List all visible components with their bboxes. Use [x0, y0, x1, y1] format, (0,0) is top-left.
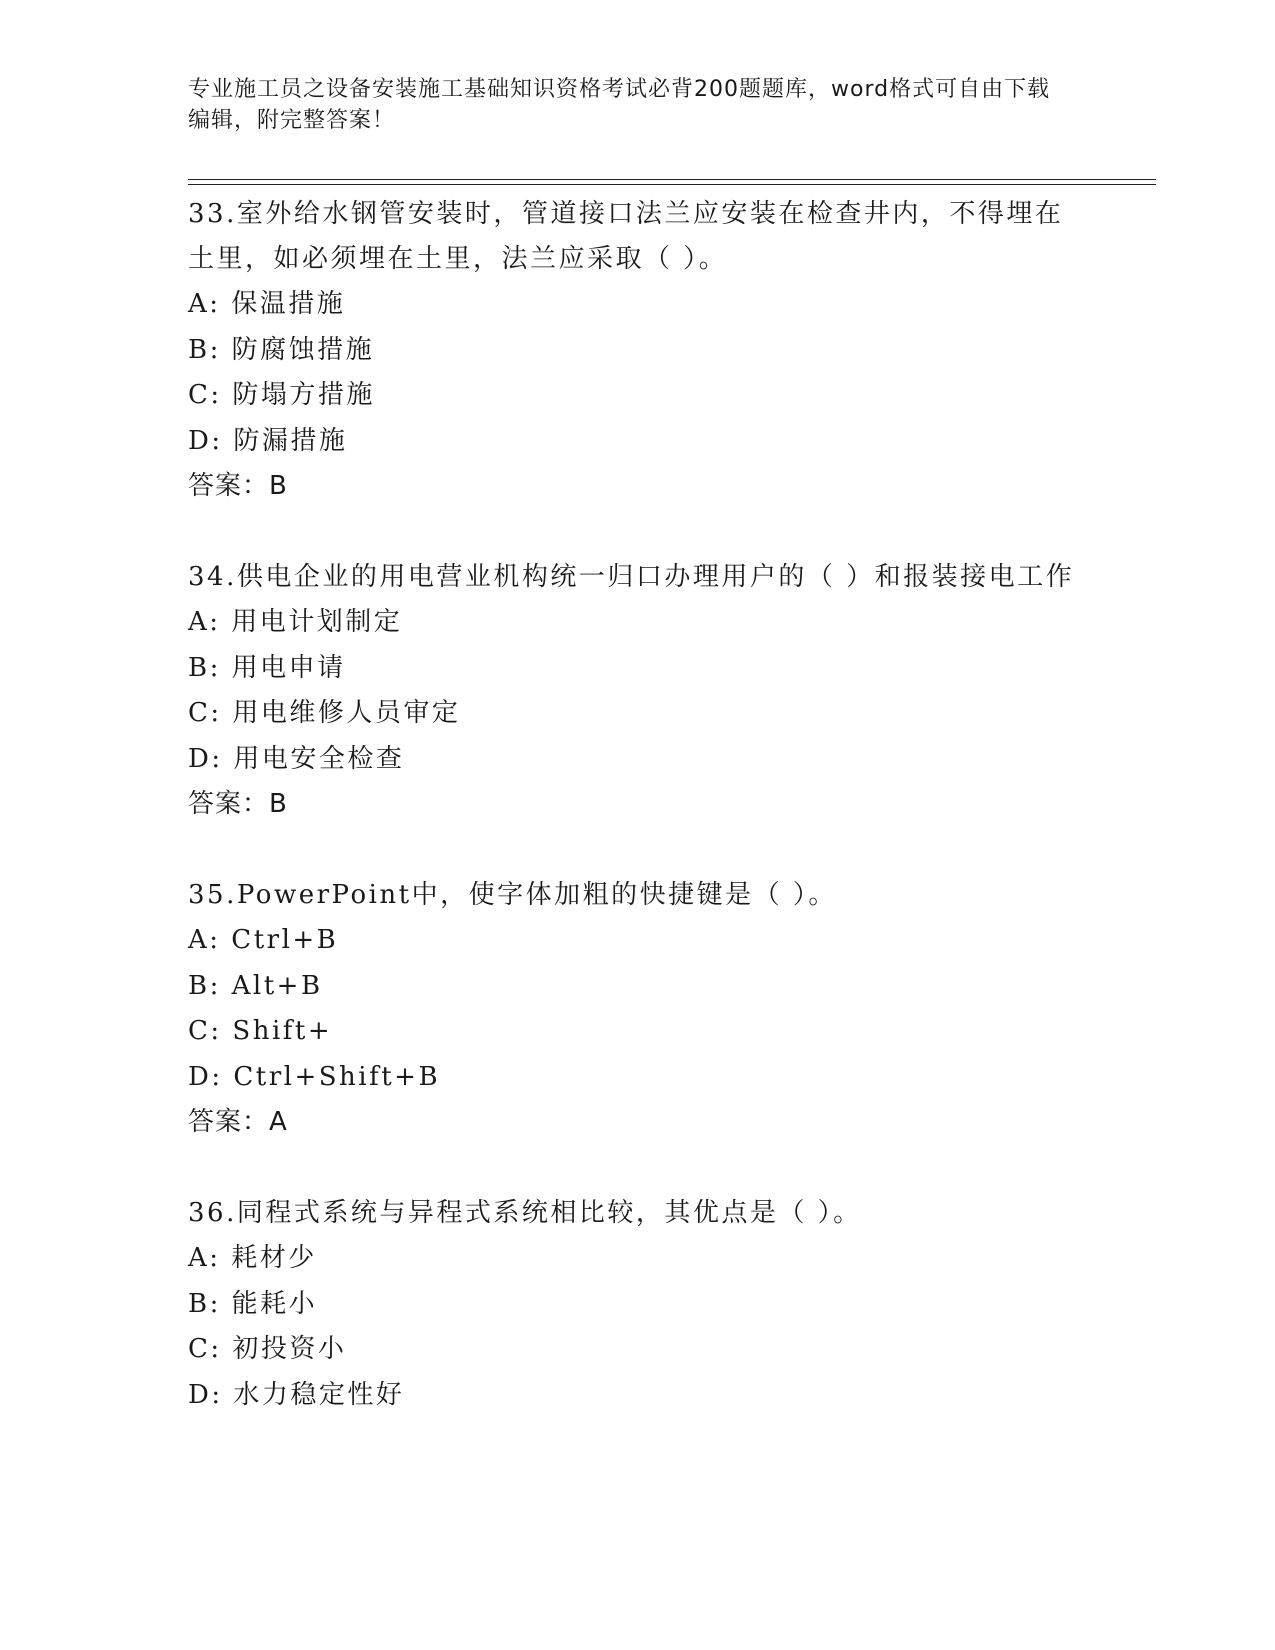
option-d: D: Ctrl+Shift+B: [188, 1061, 441, 1092]
option-b: B: Alt+B: [188, 970, 323, 1001]
question-text: 34.供电企业的用电营业机构统一归口办理用户的（ ）和报装接电工作: [188, 562, 1075, 592]
header-divider-top: [188, 179, 1156, 180]
document-title: 专业施工员之设备安装施工基础知识资格考试必背200题题库，word格式可自由下载编辑，附完整答案！: [188, 77, 1051, 133]
question-text: 33.室外给水钢管安装时，管道接口法兰应安装在检查井内，不得埋在土里，如必须埋在土里，法兰应采取（ ）。: [188, 199, 1064, 274]
option-d: D: 防漏措施: [188, 425, 348, 456]
question-34: [188, 555, 1088, 827]
question-text: 36.同程式系统与异程式系统相比较，其优点是（ ）。: [188, 1198, 862, 1228]
option-b: B: 防腐蚀措施: [188, 334, 375, 365]
option-b: B: 用电申请: [188, 652, 346, 683]
answer-line: 答案：B: [188, 789, 288, 819]
option-c: C: 防塌方措施: [188, 380, 375, 410]
option-d: D: 用电安全检查: [188, 743, 405, 774]
question-spacer: [188, 509, 1088, 555]
option-a: A: Ctrl+B: [188, 925, 339, 955]
option-b: B: 能耗小: [188, 1288, 318, 1319]
option-a: A: 耗材少: [188, 1243, 317, 1273]
question-36: [188, 1191, 1088, 1418]
question-text: 35.PowerPoint中，使字体加粗的快捷键是（ ）。: [188, 880, 837, 910]
answer-line: 答案：A: [188, 1107, 288, 1137]
answer-line: 答案：B: [188, 471, 288, 501]
option-d: D: 水力稳定性好: [188, 1379, 405, 1410]
question-35: [188, 873, 1088, 1145]
question-spacer: [188, 827, 1088, 873]
header-divider-bottom: [188, 184, 1156, 185]
question-list: [188, 192, 1088, 1418]
question-33: [188, 192, 1088, 509]
option-c: C: Shift+: [188, 1016, 333, 1046]
document-header: [188, 74, 1068, 136]
option-a: A: 保温措施: [188, 289, 346, 319]
option-c: C: 初投资小: [188, 1334, 347, 1364]
question-spacer: [188, 1145, 1088, 1191]
option-c: C: 用电维修人员审定: [188, 698, 461, 728]
option-a: A: 用电计划制定: [188, 607, 403, 637]
